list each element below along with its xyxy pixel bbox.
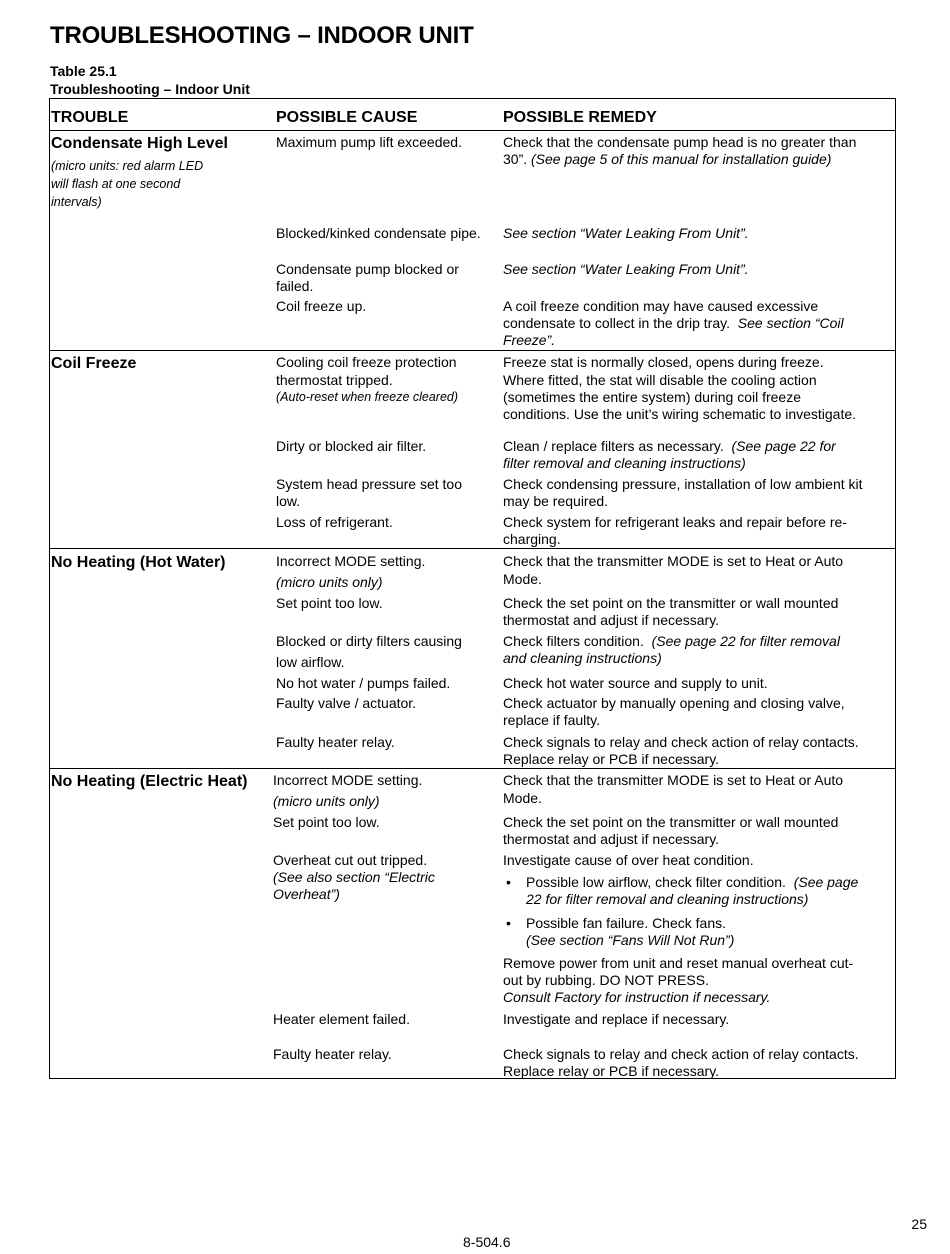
trouble-coil-freeze: Coil Freeze bbox=[51, 355, 137, 372]
remedy-text: 30”. bbox=[503, 151, 528, 167]
trouble-note: (micro units: red alarm LED bbox=[51, 159, 204, 173]
bullet-text: Possible fan failure. Check fans. bbox=[526, 915, 726, 931]
remedy-text: Check system for refrigerant leaks and repair before re- bbox=[503, 514, 847, 530]
cause-text: low airflow. bbox=[276, 654, 345, 670]
section-divider bbox=[50, 350, 895, 351]
bullet-reference: (See page bbox=[793, 874, 859, 890]
remedy-text: Check hot water source and supply to unit. bbox=[503, 675, 768, 691]
cause-note: (See also section “Electric bbox=[273, 869, 435, 885]
remedy-text: Check that the condensate pump head is no greater than bbox=[503, 134, 857, 150]
remedy-text: Where fitted, the stat will disable the cooling action bbox=[503, 372, 817, 388]
remedy-text: Check that the transmitter MODE is set to Heat or Auto bbox=[503, 553, 844, 569]
bullet-text: Possible low airflow, check filter condition. bbox=[526, 874, 786, 890]
remedy-text: Mode. bbox=[503, 790, 542, 806]
remedy-text: Investigate and replace if necessary. bbox=[503, 1011, 730, 1027]
cause-text: Faulty heater relay. bbox=[276, 734, 395, 750]
remedy-text bbox=[503, 438, 836, 455]
remedy-text: Investigate cause of over heat condition. bbox=[503, 852, 754, 868]
bullet-reference: 22 for filter removal and cleaning instructions) bbox=[526, 891, 809, 907]
remedy-text: Check signals to relay and check action of relay contacts. bbox=[503, 734, 859, 750]
remedy-text: may be required. bbox=[503, 493, 609, 509]
remedy-reference: filter removal and cleaning instructions) bbox=[503, 455, 746, 471]
cause-text: failed. bbox=[276, 278, 314, 294]
page-title: TROUBLESHOOTING – INDOOR UNIT bbox=[50, 22, 474, 49]
cause-text: low. bbox=[276, 493, 301, 509]
trouble-no-heating-hot-water: No Heating (Hot Water) bbox=[51, 554, 226, 571]
troubleshooting-table bbox=[49, 98, 896, 1079]
cause-text: Cooling coil freeze protection bbox=[276, 354, 457, 370]
trouble-condensate-high-level: Condensate High Level bbox=[51, 135, 228, 152]
remedy-text: Check actuator by manually opening and closing valve, bbox=[503, 695, 845, 711]
remedy-text bbox=[503, 151, 831, 168]
remedy-reference: (See page 22 for bbox=[731, 438, 836, 454]
remedy-text bbox=[503, 315, 844, 332]
cause-text: Overheat cut out tripped. bbox=[273, 852, 428, 868]
bullet-text bbox=[526, 874, 858, 891]
trouble-note: will flash at one second bbox=[51, 177, 181, 191]
table-caption: Troubleshooting – Indoor Unit bbox=[50, 81, 250, 97]
remedy-reference: (See page 5 of this manual for installation guide) bbox=[531, 151, 832, 167]
cause-text: Set point too low. bbox=[273, 814, 380, 830]
remedy-text: Check condensing pressure, installation of low ambient kit bbox=[503, 476, 863, 492]
cause-note: (micro units only) bbox=[276, 574, 383, 590]
trouble-note: intervals) bbox=[51, 195, 102, 209]
remedy-text: Freeze stat is normally closed, opens during freeze. bbox=[503, 354, 824, 370]
document-number: 8-504.6 bbox=[463, 1234, 511, 1250]
remedy-text: Clean / replace filters as necessary. bbox=[503, 438, 724, 454]
remedy-text: See section “Water Leaking From Unit”. bbox=[503, 225, 749, 241]
remedy-text: Check that the transmitter MODE is set to Heat or Auto bbox=[503, 772, 844, 788]
header-possible-cause: POSSIBLE CAUSE bbox=[276, 109, 418, 126]
cause-text: No hot water / pumps failed. bbox=[276, 675, 451, 691]
cause-note: Overheat”) bbox=[273, 886, 340, 902]
header-divider bbox=[50, 130, 895, 131]
cause-text: Blocked/kinked condensate pipe. bbox=[276, 225, 481, 241]
section-divider bbox=[50, 768, 895, 769]
cause-text: Coil freeze up. bbox=[276, 298, 367, 314]
remedy-text: See section “Water Leaking From Unit”. bbox=[503, 261, 749, 277]
remedy-text bbox=[503, 633, 840, 650]
bullet-reference: (See section “Fans Will Not Run”) bbox=[526, 932, 735, 948]
bullet-icon: • bbox=[506, 915, 511, 931]
remedy-text: Check the set point on the transmitter or wall mounted bbox=[503, 814, 839, 830]
remedy-text: thermostat and adjust if necessary. bbox=[503, 831, 720, 847]
bullet-icon: • bbox=[506, 874, 511, 890]
cause-note: (micro units only) bbox=[273, 793, 380, 809]
header-trouble: TROUBLE bbox=[51, 109, 129, 126]
header-possible-remedy: POSSIBLE REMEDY bbox=[503, 109, 657, 126]
cause-text: Faulty valve / actuator. bbox=[276, 695, 417, 711]
remedy-text: condensate to collect in the drip tray. bbox=[503, 315, 730, 331]
remedy-text: Mode. bbox=[503, 571, 542, 587]
remedy-text: thermostat and adjust if necessary. bbox=[503, 612, 720, 628]
remedy-text: out by rubbing. DO NOT PRESS. bbox=[503, 972, 709, 988]
cause-text: thermostat tripped. bbox=[276, 372, 393, 388]
remedy-text: replace if faulty. bbox=[503, 712, 601, 728]
cause-text: Maximum pump lift exceeded. bbox=[276, 134, 462, 150]
cause-text: Condensate pump blocked or bbox=[276, 261, 459, 277]
table-number: Table 25.1 bbox=[50, 63, 117, 79]
cause-text: Heater element failed. bbox=[273, 1011, 410, 1027]
remedy-reference: and cleaning instructions) bbox=[503, 650, 662, 666]
cause-text: Loss of refrigerant. bbox=[276, 514, 393, 530]
cause-text: Incorrect MODE setting. bbox=[273, 772, 423, 788]
cause-text: Dirty or blocked air filter. bbox=[276, 438, 427, 454]
cause-text: System head pressure set too bbox=[276, 476, 462, 492]
remedy-text: Remove power from unit and reset manual overheat cut- bbox=[503, 955, 854, 971]
remedy-reference: Freeze”. bbox=[503, 332, 556, 348]
remedy-note: Consult Factory for instruction if necessary. bbox=[503, 989, 771, 1005]
remedy-text: Replace relay or PCB if necessary. bbox=[503, 1063, 720, 1079]
remedy-text: (sometimes the entire system) during coil freeze bbox=[503, 389, 801, 405]
page-number: 25 bbox=[911, 1216, 927, 1232]
cause-text: Incorrect MODE setting. bbox=[276, 553, 426, 569]
trouble-no-heating-electric-heat: No Heating (Electric Heat) bbox=[51, 773, 248, 790]
remedy-text: Check signals to relay and check action of relay contacts. bbox=[503, 1046, 859, 1062]
remedy-text: Replace relay or PCB if necessary. bbox=[503, 751, 720, 767]
cause-text: Faulty heater relay. bbox=[273, 1046, 392, 1062]
cause-note: (Auto-reset when freeze cleared) bbox=[276, 390, 459, 404]
remedy-text: Check the set point on the transmitter or wall mounted bbox=[503, 595, 839, 611]
cause-text: Set point too low. bbox=[276, 595, 383, 611]
section-divider bbox=[50, 548, 895, 549]
remedy-text: A coil freeze condition may have caused excessive bbox=[503, 298, 819, 314]
remedy-reference: (See page 22 for filter removal bbox=[651, 633, 840, 649]
cause-text: Blocked or dirty filters causing bbox=[276, 633, 462, 649]
remedy-text: Check filters condition. bbox=[503, 633, 644, 649]
remedy-reference: See section “Coil bbox=[737, 315, 844, 331]
remedy-text: charging. bbox=[503, 531, 561, 547]
remedy-text: conditions. Use the unit’s wiring schematic to investigate. bbox=[503, 406, 857, 422]
